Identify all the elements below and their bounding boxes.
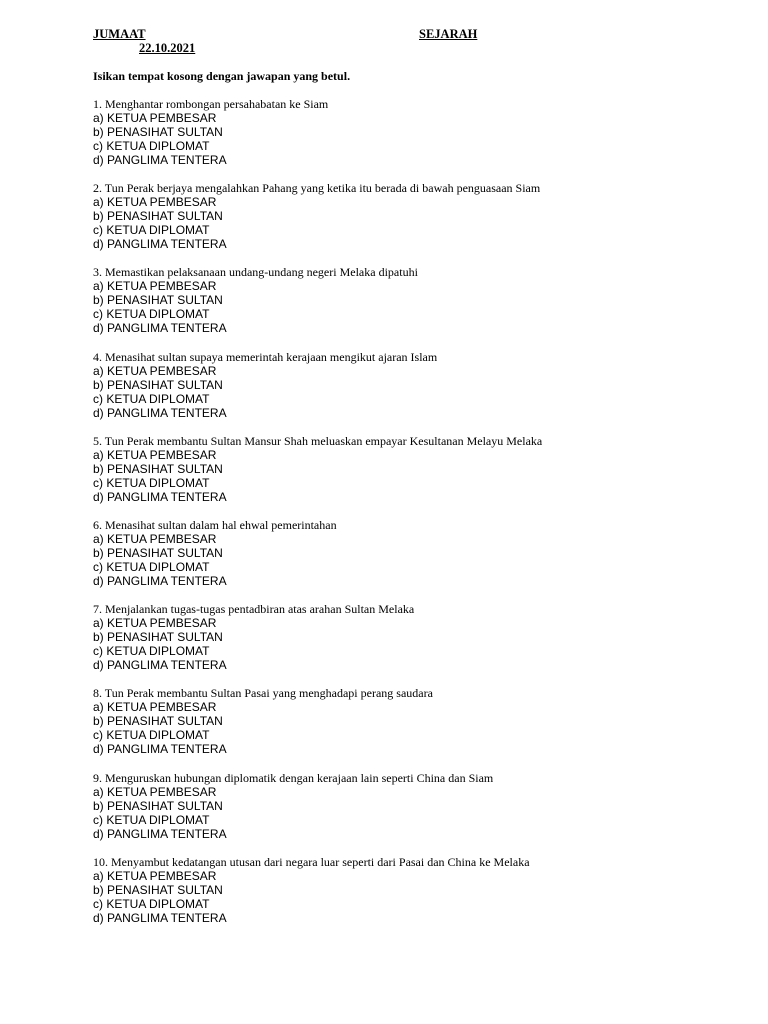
- option-c: c) KETUA DIPLOMAT: [93, 812, 210, 827]
- option-a: a) KETUA PEMBESAR: [93, 447, 217, 462]
- option-c: c) KETUA DIPLOMAT: [93, 391, 210, 406]
- question-item: [93, 350, 713, 434]
- option-d: d) PANGLIMA TENTERA: [93, 742, 227, 757]
- option-d: d) PANGLIMA TENTERA: [93, 826, 227, 841]
- option-d: d) PANGLIMA TENTERA: [93, 237, 227, 252]
- option-a: a) KETUA PEMBESAR: [93, 111, 217, 125]
- option-a: a) KETUA PEMBESAR: [93, 616, 217, 631]
- option-c: c) KETUA DIPLOMAT: [93, 223, 210, 238]
- option-b: b) PENASIHAT SULTAN: [93, 293, 223, 308]
- question-text: 7. Menjalankan tugas-tugas pentadbiran atas arahan Sultan Melaka: [93, 602, 415, 617]
- option-c: c) KETUA DIPLOMAT: [93, 896, 210, 911]
- question-item: [93, 434, 713, 518]
- question-text: 4. Menasihat sultan supaya memerintah kerajaan mengikut ajaran Islam: [93, 349, 438, 364]
- option-b: b) PENASIHAT SULTAN: [93, 882, 223, 897]
- question-item: [93, 771, 713, 855]
- option-c: c) KETUA DIPLOMAT: [93, 307, 210, 322]
- header-day: JUMAAT: [93, 27, 146, 41]
- question-text: 6. Menasihat sultan dalam hal ehwal pemerintahan: [93, 517, 337, 532]
- option-b: b) PENASIHAT SULTAN: [93, 377, 223, 392]
- option-d: d) PANGLIMA TENTERA: [93, 321, 227, 336]
- option-d: d) PANGLIMA TENTERA: [93, 153, 227, 167]
- header-subject: SEJARAH: [419, 27, 478, 41]
- question-item: [93, 518, 713, 602]
- option-c: c) KETUA DIPLOMAT: [93, 728, 210, 743]
- option-a: a) KETUA PEMBESAR: [93, 363, 217, 378]
- question-text: 10. Menyambut kedatangan utusan dari negara luar seperti dari Pasai dan China ke Melaka: [93, 854, 530, 869]
- option-a: a) KETUA PEMBESAR: [93, 279, 217, 294]
- question-text: 1. Menghantar rombongan persahabatan ke Siam: [93, 97, 329, 111]
- question-item: [93, 602, 713, 686]
- option-d: d) PANGLIMA TENTERA: [93, 910, 227, 925]
- question-text: 2. Tun Perak berjaya mengalahkan Pahang yang ketika itu berada di bawah penguasaan Siam: [93, 181, 541, 196]
- question-item: [93, 97, 713, 181]
- instruction-text: Isikan tempat kosong dengan jawapan yang betul.: [93, 69, 351, 83]
- option-d: d) PANGLIMA TENTERA: [93, 489, 227, 504]
- option-c: c) KETUA DIPLOMAT: [93, 644, 210, 659]
- question-item: [93, 855, 713, 939]
- question-item: [93, 265, 713, 349]
- option-a: a) KETUA PEMBESAR: [93, 195, 217, 210]
- question-item: [93, 181, 713, 265]
- option-b: b) PENASIHAT SULTAN: [93, 461, 223, 476]
- option-b: b) PENASIHAT SULTAN: [93, 125, 223, 139]
- option-c: c) KETUA DIPLOMAT: [93, 139, 210, 153]
- question-text: 3. Memastikan pelaksanaan undang-undang negeri Melaka dipatuhi: [93, 265, 418, 280]
- option-d: d) PANGLIMA TENTERA: [93, 658, 227, 673]
- option-a: a) KETUA PEMBESAR: [93, 700, 217, 715]
- option-d: d) PANGLIMA TENTERA: [93, 405, 227, 420]
- option-b: b) PENASIHAT SULTAN: [93, 209, 223, 224]
- option-b: b) PENASIHAT SULTAN: [93, 714, 223, 729]
- option-c: c) KETUA DIPLOMAT: [93, 475, 210, 490]
- question-list: [93, 97, 713, 939]
- option-b: b) PENASIHAT SULTAN: [93, 630, 223, 645]
- option-d: d) PANGLIMA TENTERA: [93, 573, 227, 588]
- option-b: b) PENASIHAT SULTAN: [93, 545, 223, 560]
- question-item: [93, 686, 713, 770]
- question-text: 8. Tun Perak membantu Sultan Pasai yang menghadapi perang saudara: [93, 686, 433, 701]
- option-a: a) KETUA PEMBESAR: [93, 868, 217, 883]
- option-a: a) KETUA PEMBESAR: [93, 531, 217, 546]
- question-text: 5. Tun Perak membantu Sultan Mansur Shah meluaskan empayar Kesultanan Melayu Melaka: [93, 433, 543, 448]
- header-date: 22.10.2021: [139, 41, 196, 55]
- option-b: b) PENASIHAT SULTAN: [93, 798, 223, 813]
- question-text: 9. Menguruskan hubungan diplomatik dengan kerajaan lain seperti China dan Siam: [93, 770, 494, 785]
- option-c: c) KETUA DIPLOMAT: [93, 559, 210, 574]
- option-a: a) KETUA PEMBESAR: [93, 784, 217, 799]
